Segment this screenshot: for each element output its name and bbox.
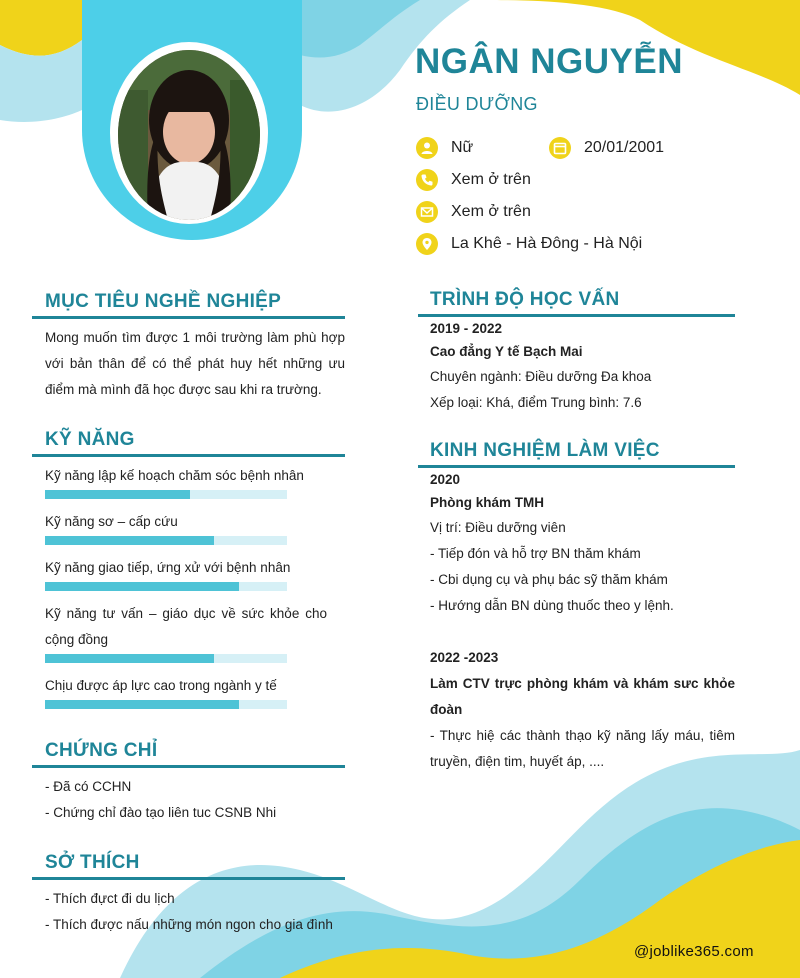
location-icon: [416, 233, 438, 255]
job-year: 2022 -2023: [430, 650, 499, 665]
education-school: Cao đẳng Y tế Bạch Mai: [430, 344, 583, 359]
mail-icon: [416, 201, 438, 223]
certificates-title: CHỨNG CHỈ: [45, 740, 158, 761]
skill-bar: [45, 582, 287, 591]
address-value: La Khê - Hà Đông - Hà Nội: [451, 235, 643, 252]
contact-email: [416, 199, 531, 225]
job-line: - Tiếp đón và hỗ trợ BN thăm khám: [430, 546, 641, 561]
job-line: - Thực hiệ các thành thạo kỹ năng lấy máu, tiêm truyền, điện tim, huyết áp, ....: [430, 728, 735, 769]
gender-value: Nữ: [451, 139, 474, 156]
education-major: Chuyên ngành: Điều dưỡng Đa khoa: [430, 369, 652, 384]
skill-bar-fill: [45, 536, 214, 545]
job-place: Phòng khám TMH: [430, 495, 544, 510]
hobbies-title: SỞ THÍCH: [45, 852, 140, 873]
job-line: - Hướng dẫn BN dùng thuốc theo y lệnh.: [430, 598, 674, 613]
skill-bar: [45, 700, 287, 709]
contact-birthdate: [549, 135, 664, 161]
skill-label: Chịu được áp lực cao trong ngành y tế: [45, 678, 277, 693]
skill-label: Kỹ năng lập kế hoạch chăm sóc bệnh nhân: [45, 468, 304, 483]
skills-title: KỸ NĂNG: [45, 429, 135, 450]
phone-value: Xem ở trên: [451, 171, 531, 188]
contact-gender: [416, 135, 473, 161]
skill-label: Kỹ năng giao tiếp, ứng xử với bệnh nhân: [45, 560, 291, 575]
phone-icon: [416, 169, 438, 191]
calendar-icon: [549, 137, 571, 159]
experience-title: KINH NGHIỆM LÀM VIỆC: [430, 440, 660, 461]
skill-bar-fill: [45, 700, 239, 709]
profile-photo: [118, 50, 260, 220]
hobbies-divider: [32, 877, 345, 880]
contact-address: [416, 231, 642, 257]
job-line: - Cbi dụng cụ và phụ bác sỹ thăm khám: [430, 572, 668, 587]
skill-label: Kỹ năng tư vấn – giáo dục về sức khỏe cho cộng đồng: [45, 606, 327, 647]
candidate-name: NGÂN NGUYỄN: [415, 42, 684, 81]
objective-text: Mong muốn tìm được 1 môi trường làm phù hợp với bản thân để có thể phát huy hết những ưu điểm mà mình đã học được sau khi ra trường.: [45, 330, 345, 397]
skill-bar: [45, 536, 287, 545]
experience-divider: [418, 465, 735, 468]
job-year: 2020: [430, 472, 461, 487]
certificate-item: - Đã có CCHN: [45, 779, 132, 794]
education-period: 2019 - 2022: [430, 321, 503, 336]
skill-bar-fill: [45, 490, 190, 499]
education-title: TRÌNH ĐỘ HỌC VẤN: [430, 289, 620, 310]
education-grade: Xếp loại: Khá, điểm Trung bình: 7.6: [430, 395, 642, 410]
skill-bar-fill: [45, 582, 239, 591]
skills-divider: [32, 454, 345, 457]
hobby-item: - Thích đựct đi du lịch: [45, 891, 175, 906]
job-place: Làm CTV trực phòng khám và khám sưc khỏe đoàn: [430, 676, 735, 717]
objective-divider: [32, 316, 345, 319]
user-icon: [416, 137, 438, 159]
job-line: Vị trí: Điều dưỡng viên: [430, 520, 566, 535]
objective-title: MỤC TIÊU NGHỀ NGHIỆP: [45, 291, 282, 312]
hobby-item: - Thích được nấu những món ngon cho gia đình: [45, 917, 333, 932]
watermark: @joblike365.com: [634, 943, 754, 960]
skill-bar-fill: [45, 654, 214, 663]
job-title: ĐIỀU DƯỠNG: [416, 94, 538, 114]
certificates-divider: [32, 765, 345, 768]
email-value: Xem ở trên: [451, 203, 531, 220]
skill-bar: [45, 490, 287, 499]
certificate-item: - Chứng chỉ đào tạo liên tuc CSNB Nhi: [45, 805, 277, 820]
birthdate-value: 20/01/2001: [584, 139, 665, 156]
skill-label: Kỹ năng sơ – cấp cứu: [45, 514, 178, 529]
contact-phone: [416, 167, 531, 193]
skill-bar: [45, 654, 287, 663]
